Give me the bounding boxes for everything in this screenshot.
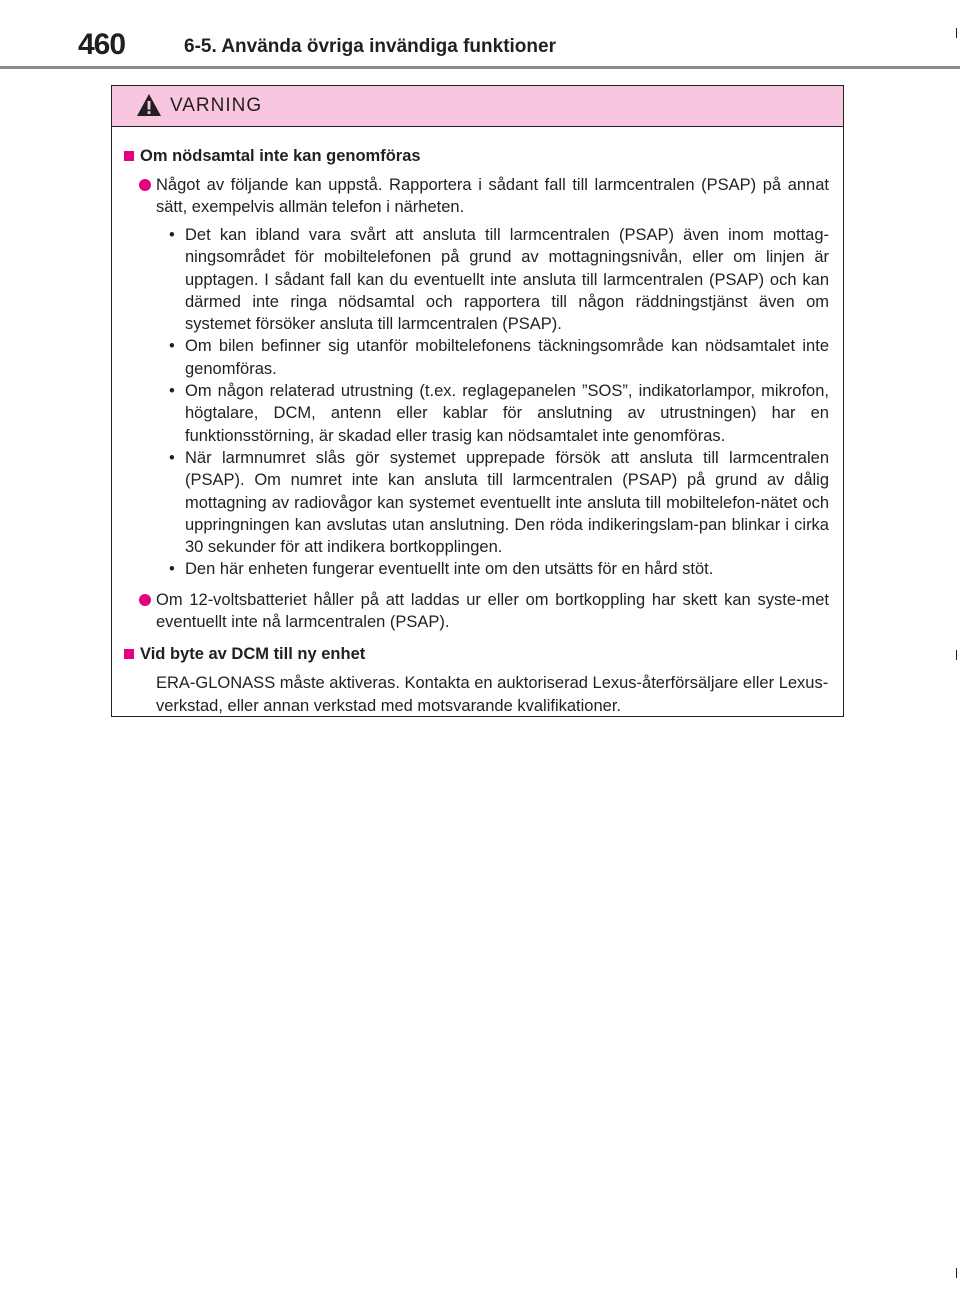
section-title: 6-5. Använda övriga invändiga funktioner [184,36,556,57]
list-item [122,174,829,218]
sub-list-item [169,224,829,335]
warning-triangle-icon [136,93,162,117]
spacer [122,581,829,589]
section-paragraph: ERA-GLONASS måste aktiveras. Kontakta en auktoriserad Lexus-återförsäljare eller Lexus-verkstad, eller annan verkstad med motsvarande kvalifikationer. [156,673,829,715]
bullet-dot-icon: • [169,382,175,401]
list-item-text: Något av följande kan uppstå. Rapportera i sådant fall till larmcentralen (PSAP) på annat sätt, exempelvis allmän telefon i närheten. [156,176,829,216]
dot-bullet-icon [139,594,151,606]
sub-list-item-text: När larmnumret slås gör systemet upprepade försök att ansluta till larmcentralen (PSAP). Om numret inte kan ansluta till larmcentralen (PSAP) på grund av dålig mottagning av radiovågor kan systemet eventuellt inte ansluta till mobiltelefon-nätet och uppringningen kan avslutas utan anslutning. Den röda indikeringslam-pan blinkar i cirka 30 sekunder för att indikera bortkopplingen. [185,448,829,557]
square-bullet-icon [124,151,134,161]
bullet-dot-icon: • [169,448,175,467]
page-header [0,0,960,70]
sub-list [169,224,829,581]
section-heading-text: Om nödsamtal inte kan genomföras [140,147,421,165]
sub-list-item-text: Om bilen befinner sig utanför mobiltelefonens täckningsområde kan nödsamtalet inte genomföras. [185,337,829,378]
dot-bullet-icon [139,179,151,191]
square-bullet-icon [124,649,134,659]
warning-body [112,127,843,718]
bullet-dot-icon: • [169,337,175,356]
section-heading [122,145,829,168]
sub-list-item-text: Om någon relaterad utrustning (t.ex. reglagepanelen ”SOS”, indikatorlampor, mikrofon, högtalare, DCM, antenn eller kablar för anslutning av utrustningen) har en funktionsstörning, är skadad eller trasig kan nödsamtalet inte genomföras. [185,382,829,445]
page-number: 460 [78,28,126,61]
list-item-text: Om 12-voltsbatteriet håller på att laddas ur eller om bortkoppling har skett kan syste-met eventuellt inte nå larmcentralen (PSAP). [156,590,829,631]
sub-list-item-text: Det kan ibland vara svårt att ansluta till larmcentralen (PSAP) även inom mottag-ningsområdet för mobiltelefonen på grund av mottagningsnivån, eller om linjen är upptagen. I sådant fall kan du eventuellt inte ansluta till larmcentralen (PSAP) och kan därmed inte ringa nödsamtal och rapportera till någon räddningstjänst även om systemet försöker ansluta till larmcentralen (PSAP). [185,226,829,334]
header-rule [0,66,960,69]
sub-list-item [169,558,829,580]
section-heading [122,643,829,666]
sub-list-item [169,335,829,380]
bullet-dot-icon: • [169,226,175,244]
list-item [122,589,829,633]
crop-mark [956,1268,957,1278]
warning-header [112,86,843,127]
sub-list-item [169,447,829,558]
section-heading-text: Vid byte av DCM till ny enhet [140,644,366,663]
sub-list-item-text: Den här enheten fungerar eventuellt inte om den utsätts för en hård stöt. [185,560,714,579]
warning-title: VARNING [170,95,263,116]
crop-mark [956,28,957,38]
bullet-dot-icon: • [169,560,175,579]
crop-mark [956,650,957,660]
sub-list-item [169,380,829,447]
warning-box [111,85,844,717]
